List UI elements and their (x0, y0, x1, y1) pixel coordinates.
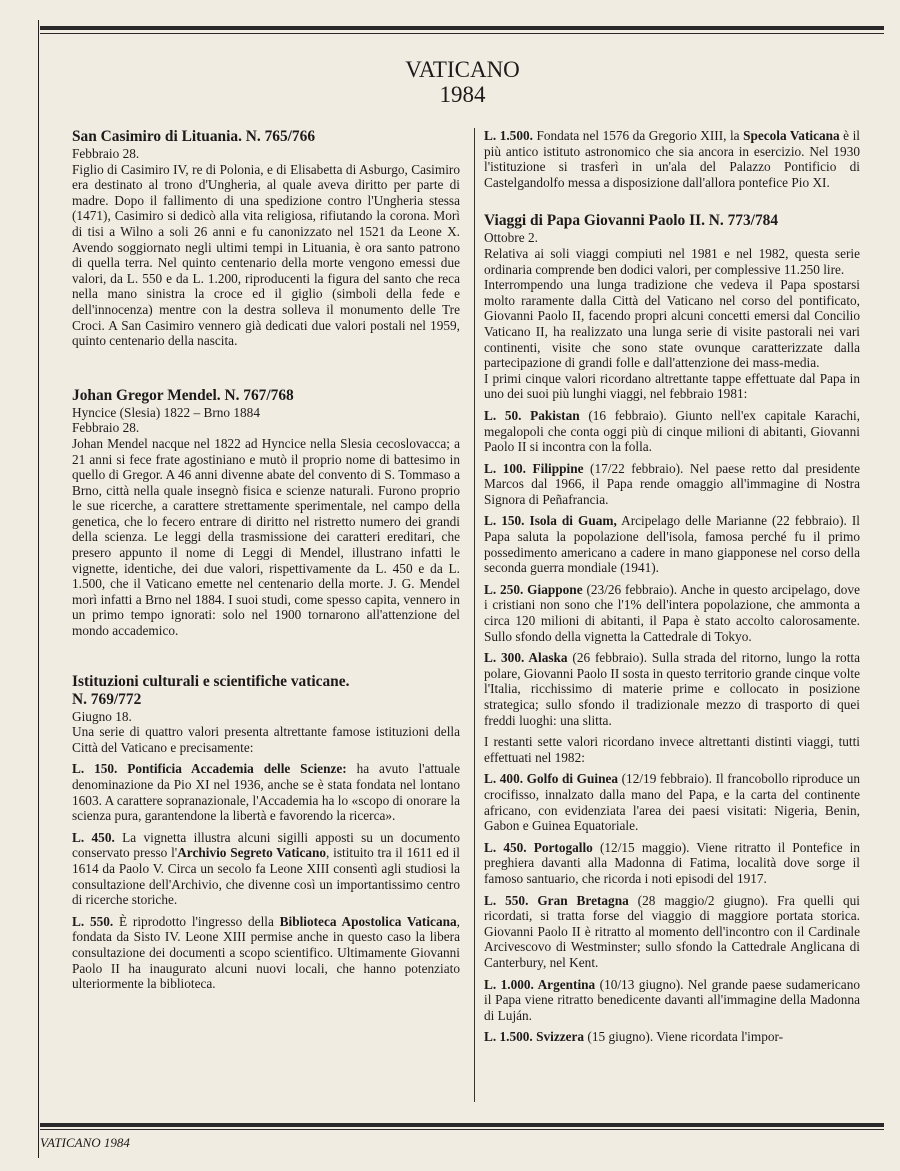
section-intro: Una serie di quattro valori presenta altrettante famose istituzioni della Città del Vaticano e precisamente: (72, 724, 460, 755)
left-margin-line (38, 20, 39, 1158)
stamp-text: (10/13 giugno). Nel grande paese sudamericano il Papa viene ritratto benedicente davanti all'immagine della Madonna di Luján. (484, 976, 860, 1023)
stamp-lead: L. 300. Alaska (484, 650, 568, 666)
section-body: Figlio di Casimiro IV, re di Polonia, e di Elisabetta di Asburgo, Casimiro era destinato al trono d'Ungheria, al quale aveva diritto per parte di madre. Dopo il fallimento di una spedizione contro l'Ungheria stessa (1471), Casimiro si dedicò alla vita religiosa, rifiutando la corona. Morì di tisi a Wilno a soli 26 anni e fu canonizzato nel 1521 da Leone X. Avendo soggiornato negli ultimi tempi in Lituania, è ora santo patrono di quella terra. Nel quinto centenario della morte vengono emessi due valori, da L. 550 e da L. 1.200, riproducenti la figura del santo che reca nella mano sinistra la croce ed il giglio (simboli della fede e dell'innocenza) mentre con la destra solleva il monumento delle Tre Croci. A San Casimiro vennero già dedicati due valori postali nel 1959, quinto centenario della nascita. (72, 161, 460, 349)
bottom-rule-thin (40, 1129, 884, 1130)
stamp-lead: L. 1.500. Svizzera (484, 1029, 585, 1045)
left-column (72, 128, 460, 992)
page-footer: VATICANO 1984 (40, 1135, 130, 1150)
stamp-lead: L. 1.500. (484, 128, 533, 143)
stamp-bold: Archivio Segreto Vaticano (177, 845, 327, 861)
stamp-lead: L. 550. (72, 913, 114, 929)
stamp-paragraph (484, 1029, 860, 1045)
stamp-text: (23/26 febbraio). Anche in questo arcipelago, dove i cristiani non sono che l'1% dell'intera popolazione, che ammonta a circa 120 milioni di abitanti, il Papa è stato accolto calorosamente. Sullo sfondo della vignetta la Cattedrale di Tokyo. (484, 581, 860, 644)
bottom-rule (40, 1123, 884, 1127)
section-date: Febbraio 28. (72, 146, 140, 161)
stamp-paragraph (484, 840, 860, 887)
stamp-paragraph (484, 408, 860, 455)
section-heading-casimiro: San Casimiro di Lituania. N. 765/766 (72, 128, 316, 145)
stamp-text: , istituito tra il 1611 ed il 1614 da Paolo V. Circa un secolo fa Leone XIII consentì agli studiosi la consultazione dell'Archivio, che divenne così un importantissimo centro di ricerche storiche. (72, 845, 461, 908)
top-rule (40, 26, 884, 30)
page-title: VATICANO (405, 57, 520, 82)
section-date: Ottobre 2. (484, 230, 538, 246)
stamp-lead: L. 450. Portogallo (484, 839, 593, 855)
stamp-text: (28 maggio/2 giugno). Fra quelli qui ricordati, si tratta forse del viaggio di maggiore portata storica. Giovanni Paolo II è ritratto al momento dell'incontro con il Cardinale Arcivescovo di Westminster; sullo sfondo la Cattedrale Anglicana di Canterbury, nel Kent. (484, 892, 860, 970)
stamp-text: È riprodotto l'ingresso della (113, 913, 280, 929)
section-heading-viaggi: Viaggi di Papa Giovanni Paolo II. N. 773/784 (484, 212, 779, 230)
stamp-paragraph (484, 893, 860, 971)
stamp-text: Fondata nel 1576 da Gregorio XIII, la (532, 128, 744, 143)
stamp-paragraph (484, 650, 860, 728)
section-heading-istituzioni (72, 673, 460, 709)
right-column (484, 128, 860, 1045)
stamp-lead: L. 450. (72, 829, 115, 845)
section-body: I restanti sette valori ricordano invece altrettanti distinti viaggi, tutti effettuati nel 1982: (484, 734, 860, 765)
page-year: 1984 (439, 82, 486, 107)
stamp-bold: Biblioteca Apostolica Vaticana (279, 913, 457, 929)
stamp-text: (12/15 maggio). Viene ritratto il Pontefice in preghiera davanti alla Madonna di Fatima, località dove sorge il famoso santuario, che ricorda i noti episodi del 1917. (484, 839, 860, 886)
stamp-text: (16 febbraio). Giunto nell'ex capitale Karachi, megalopoli che conta oggi più di cinque milioni di abitanti, Giovanni Paolo II si incontra con la folla. (484, 407, 860, 455)
stamp-text: La vignetta illustra alcuni sigilli apposti su un documento conservato presso l' (72, 829, 460, 861)
stamp-text: Arcipelago delle Marianne (22 febbraio). Il Papa saluta la popolazione dell'isola, famosa perché fu il primo possedimento americano a cadere in mano giapponese nel corso della seconda guerra mondiale (1941). (484, 513, 860, 576)
stamp-lead: L. 250. Giappone (484, 581, 583, 597)
stamp-paragraph (72, 830, 460, 908)
section-date: Giugno 18. (72, 708, 132, 724)
section-body: I primi cinque valori ricordano altrettante tappe effettuate dal Papa in uno dei suoi più lunghi viaggi, nel febbraio 1981: (484, 370, 860, 402)
stamp-paragraph (72, 914, 460, 992)
stamp-paragraph (484, 771, 860, 833)
stamp-text: (12/19 febbraio). Il francobollo riproduce un crocifisso, innalzato dalla mano del Papa, e la carta del continente africano, con evidenziata l'area dei paesi visitati: Nigeria, Benin, Gabon e Guinea Equatoriale. (484, 771, 860, 834)
section-date: Febbraio 28. (72, 420, 140, 436)
section-subtitle: Hyncice (Slesia) 1822 – Brno 1884 (72, 404, 260, 420)
stamp-paragraph (484, 977, 860, 1024)
stamp-paragraph (72, 761, 460, 823)
heading-line: Istituzioni culturali e scientifiche vaticane. (72, 672, 350, 690)
stamp-text: (26 febbraio). Sulla strada del ritorno, lungo la rotta polare, Giovanni Paolo II sosta in questo territorio grande cinque volte l'Italia, ricchissimo di materie prime e collocato in posizione strategica; sullo sfondo il tradizionale mezzo di trasporto di quei freddi luoghi: una slitta. (484, 650, 860, 728)
heading-line: N. 769/772 (72, 690, 142, 708)
stamp-bold: Specola Vaticana (743, 128, 840, 143)
stamp-lead: L. 50. Pakistan (484, 407, 580, 423)
stamp-lead: L. 1.000. Argentina (484, 976, 596, 992)
stamp-paragraph (484, 582, 860, 644)
stamp-lead: L. 150. Pontificia Accademia delle Scienze: (72, 761, 347, 777)
stamp-lead: L. 150. Isola di Guam, (484, 513, 617, 529)
stamp-lead: L. 550. Gran Bretagna (484, 892, 629, 908)
stamp-paragraph (484, 461, 860, 508)
stamp-text: , fondata da Sisto IV. Leone XIII permise anche in questo caso la libera consultazione dei documenti a scopo scientifico. Ultimamente Giovanni Paolo II ha inaugurato alcuni nuovi locali, che hanno potenziato ulteriormente la biblioteca. (72, 913, 460, 992)
stamp-lead: L. 400. Golfo di Guinea (484, 771, 619, 787)
top-rule-thin (40, 33, 884, 34)
stamp-lead: L. 100. Filippine (484, 460, 584, 476)
section-body: Johan Mendel nacque nel 1822 ad Hyncice nella Slesia cecoslovacca; a 21 anni si fece frate agostiniano e mutò il proprio nome di battesimo in quello di Gregor. A 46 anni divenne abate del convento di S. Tommaso a Brno, città nella quale insegnò fisica e scienze naturali. Furono proprio le sue ricerche, a carattere strettamente sperimentale, nel campo della genetica, che lo fecero entrare di diritto nel ristretto numero dei grandi della scienza. Le leggi della trasmissione dei caratteri ereditari, che presero appunto il nome di Leggi di Mendel, illustrano infatti le vignette, identiche, dei due valori, rispettivamente da L. 450 e da L. 1.500, che il Vaticano emette nel centenario della morte. J. G. Mendel morì infatti a Brno nel 1884. I suoi studi, come spesso capita, vennero in un primo tempo ignorati: solo nel 1900 tornarono all'attenzione del mondo accademico. (72, 435, 460, 639)
section-heading-mendel: Johan Gregor Mendel. N. 767/768 (72, 386, 294, 404)
stamp-text: è il più antico istituto astronomico che sia ancora in esercizio. Nel 1930 l'istituzione si trasferì in un'ala del Palazzo Pontificio di Castelgandolfo messa a disposizione dall'allora pontefice Pio XI. (484, 128, 860, 190)
section-body: Interrompendo una lunga tradizione che vedeva il Papa spostarsi molto raramente dalla Città del Vaticano nel corso del pontificato, Giovanni Paolo II, facendo propri alcuni concetti emersi dal Concilio Vaticano II, ha realizzato una lunga serie di visite pastorali nei vari continenti, visite che sono state ovunque caratterizzate dalla partecipazione di grandi folle e dall'attenzione dei mass-media. (484, 277, 860, 371)
column-divider (474, 128, 475, 1102)
stamp-text: (15 giugno). Viene ricordata l'impor- (584, 1029, 784, 1045)
stamp-text: ha avuto l'attuale denominazione da Pio XI nel 1936, anche se è stata fondata nel lontano 1603. A carattere sopranazionale, l'Accademia ha lo «scopo di onorare la scienza pura, garantendone la libertà e favorendo la ricerca». (72, 761, 461, 824)
stamp-paragraph (484, 128, 860, 190)
stamp-paragraph (484, 513, 860, 575)
section-intro: Relativa ai soli viaggi compiuti nel 1981 e nel 1982, questa serie ordinaria comprende ben dodici valori, per complessive 11.250 lire. (484, 245, 860, 277)
stamp-text: (17/22 febbraio). Nel paese retto dal presidente Marcos dal 1966, il Papa rende omaggio all'immagine di Nostra Signora di Peñafrancia. (484, 460, 860, 507)
